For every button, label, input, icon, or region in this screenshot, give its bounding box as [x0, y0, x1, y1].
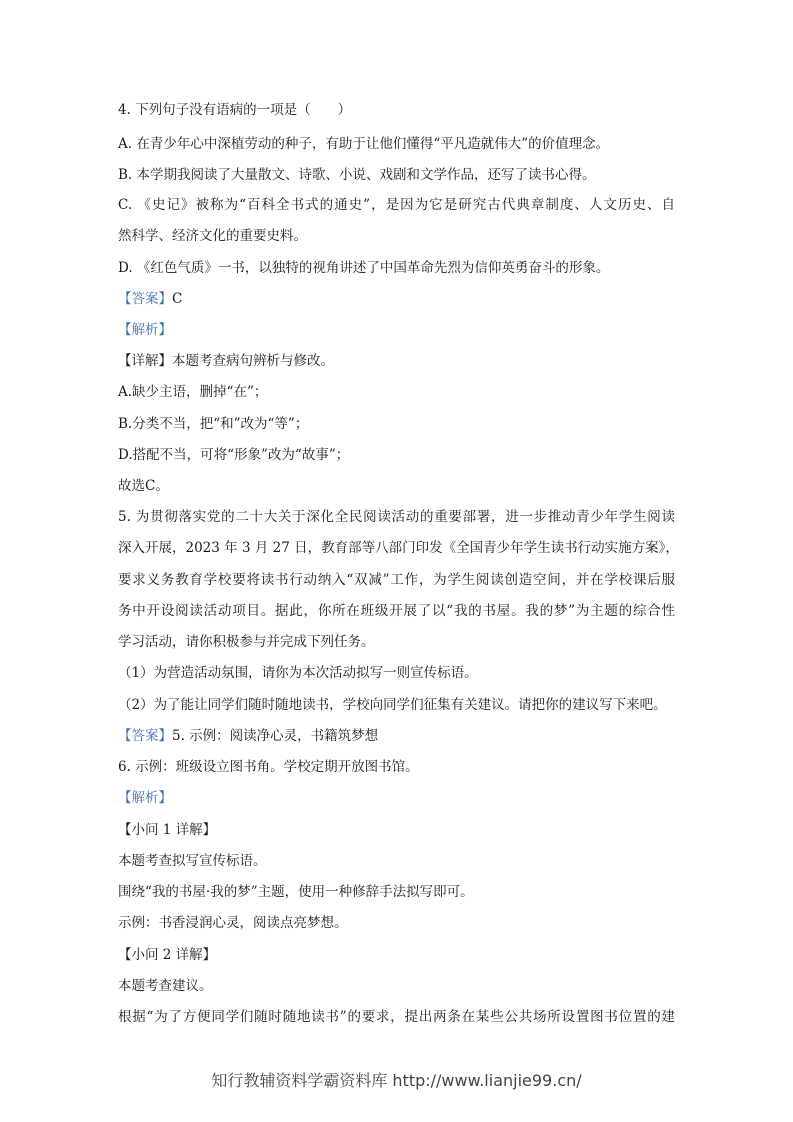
q5-line4: 务中开设阅读活动项目。据此，你所在班级开展了以“我的书屋。我的梦”为主题的综合性	[118, 603, 675, 619]
q5-line1: 5. 为贯彻落实党的二十大关于深化全民阅读活动的重要部署，进一步推动青少年学生阅读	[118, 509, 675, 525]
q5-line2: 深入开展，2023 年 3 月 27 日，教育部等八部门印发《全国青少年学生读书行动实施方案》，	[118, 540, 679, 556]
q4-detail-d: D.搭配不当，可将“形象”改为“故事”；	[118, 447, 350, 463]
q5-task1: （1）为营造活动氛围，请你为本次活动拟写一则宣传标语。	[118, 665, 478, 681]
q4-option-a: A. 在青少年心中深植劳动的种子，有助于让他们懂得“平凡造就伟大”的价值理念。	[118, 136, 610, 152]
q4-detail: 【详解】本题考查病句辨析与修改。	[118, 353, 334, 369]
q5-answer	[118, 727, 378, 745]
q4-analysis-tag: 【解析】	[118, 322, 172, 338]
q4-stem: 4. 下列句子没有语病的一项是（ ）	[118, 102, 352, 118]
q4-option-d: D. 《红色气质》一书，以独特的视角讲述了中国革命先烈为信仰英勇奋斗的形象。	[118, 260, 610, 276]
answer-tag: 【答案】	[118, 728, 172, 744]
q4-option-b: B. 本学期我阅读了大量散文、诗歌、小说、戏剧和文学作品，还写了读书心得。	[118, 167, 596, 183]
q4-answer	[118, 290, 182, 308]
q5-sub2-line1: 本题考查建议。	[118, 978, 213, 994]
q4-detail-b: B.分类不当，把“和”改为“等”；	[118, 416, 309, 432]
q5-sub2-line2: 根据“为了方便同学们随时随地读书”的要求，提出两条在某些公共场所设置图书位置的建	[118, 1009, 675, 1025]
answer-value: 5. 示例：阅读净心灵，书籍筑梦想	[172, 728, 379, 744]
q5-line3: 要求义务教育学校要将读书行动纳入“双减”工作，为学生阅读创造空间，并在学校课后服	[118, 572, 675, 588]
q5-task2: （2）为了能让同学们随时随地读书，学校向同学们征集有关建议。请把你的建议写下来吧。	[118, 697, 667, 713]
q5-sub1-line3: 示例：书香浸润心灵，阅读点亮梦想。	[118, 915, 348, 931]
q4-detail-a: A.缺少主语，删掉“在”；	[118, 384, 268, 400]
q5-analysis-tag: 【解析】	[118, 790, 172, 806]
q5-answer2: 6. 示例：班级设立图书角。学校定期开放图书馆。	[118, 759, 419, 775]
answer-tag: 【答案】	[118, 291, 172, 307]
q4-conclusion: 故选C。	[118, 478, 169, 494]
footer-watermark: 知行教辅资料学霸资料库 http://www.lianjie99.cn/	[211, 1071, 582, 1090]
q5-sub1-line1: 本题考查拟写宣传标语。	[118, 853, 267, 869]
answer-value: C	[172, 291, 183, 307]
q4-option-c-line1: C. 《史记》被称为“百科全书式的通史”，是因为它是研究古代典章制度、人文历史、自	[118, 197, 675, 213]
q5-sub1-title: 【小问 1 详解】	[118, 822, 217, 838]
q5-sub1-line2: 围绕“我的书屋·我的梦”主题，使用一种修辞手法拟写即可。	[118, 884, 474, 900]
q4-option-c-line2: 然科学、经济文化的重要史料。	[118, 228, 307, 244]
q5-line5: 学习活动，请你积极参与并完成下列任务。	[118, 634, 375, 650]
q5-sub2-title: 【小问 2 详解】	[118, 947, 217, 963]
